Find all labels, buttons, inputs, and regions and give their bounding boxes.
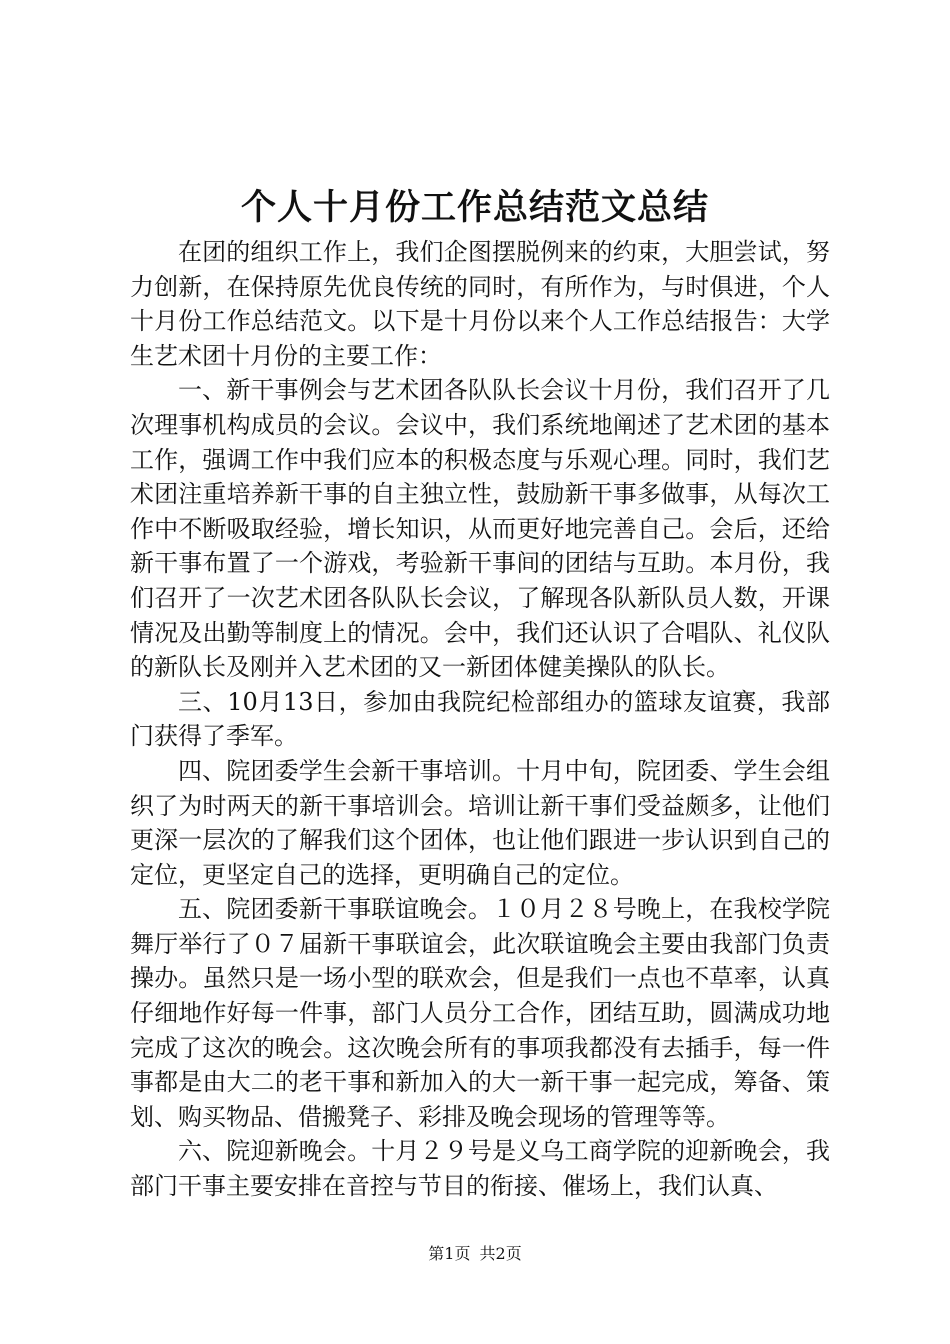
paragraph-item-3: 三、10月13日，参加由我院纪检部组办的篮球友谊赛，我部门获得了季军。 [130,687,830,751]
document-title: 个人十月份工作总结范文总结 [240,187,709,228]
document-body [130,235,830,1204]
paragraph-item-6: 六、院迎新晚会。十月２９号是义乌工商学院的迎新晚会，我部门干事主要安排在音控与节目的衔接、催场上，我们认真、 [130,1137,830,1201]
page-total: 共2页 [479,1244,522,1263]
paragraph-item-5: 五、院团委新干事联谊晚会。１０月２８号晚上，在我校学院舞厅举行了０７届新干事联谊会，此次联谊晚会主要由我部门负责操办。虽然只是一场小型的联欢会，但是我们一点也不草率，认真仔细地作好每一件事，部门人员分工合作，团结互助，圆满成功地完成了这次的晚会。这次晚会所有的事项我都没有去插手，每一件事都是由大二的老干事和新加入的大一新干事一起完成，筹备、策划、购买物品、借搬凳子、彩排及晚会现场的管理等等。 [130,895,830,1131]
paragraph-item-4: 四、院团委学生会新干事培训。十月中旬，院团委、学生会组织了为时两天的新干事培训会。培训让新干事们受益颇多，让他们更深一层次的了解我们这个团体，也让他们跟进一步认识到自己的定位，更坚定自己的选择，更明确自己的定位。 [130,756,830,889]
page-footer [0,1243,950,1265]
paragraph-item-1: 一、新干事例会与艺术团各队队长会议十月份，我们召开了几次理事机构成员的会议。会议中，我们系统地阐述了艺术团的基本工作，强调工作中我们应本的积极态度与乐观心理。同时，我们艺术团注重培养新干事的自主独立性，鼓励新干事多做事，从每次工作中不断吸取经验，增长知识，从而更好地完善自己。会后，还给新干事布置了一个游戏，考验新干事间的团结与互助。本月份，我们召开了一次艺术团各队队长会议，了解现各队新队员人数，开课情况及出勤等制度上的情况。会中，我们还认识了合唱队、礼仪队的新队长及刚并入艺术团的又一新团体健美操队的队长。 [130,376,830,682]
paragraph-intro: 在团的组织工作上，我们企图摆脱例来的约束，大胆尝试，努力创新，在保持原先优良传统的同时，有所作为，与时俱进，个人十月份工作总结范文。以下是十月份以来个人工作总结报告：大学生艺术团十月份的主要工作： [130,238,830,370]
page-number: 第1页 [428,1244,471,1263]
